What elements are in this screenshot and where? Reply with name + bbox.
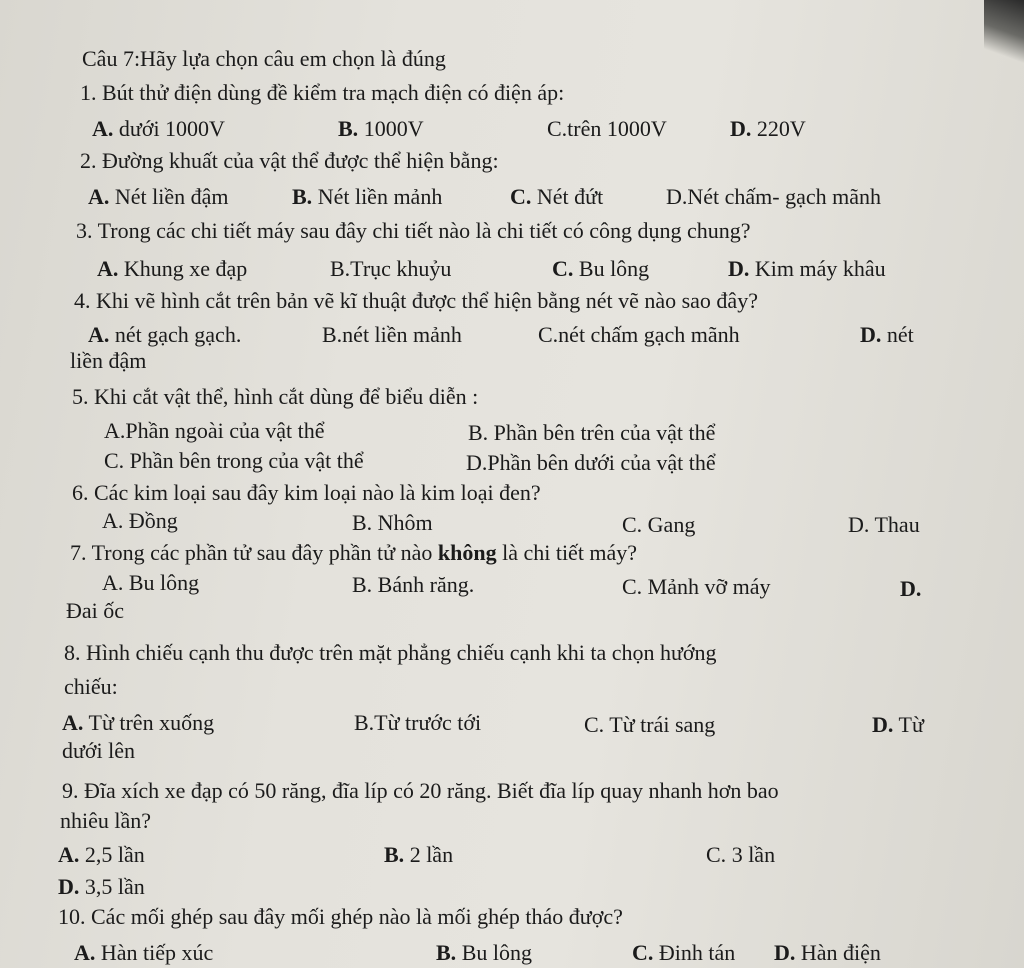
question-9-cont: nhiêu lần? [60, 808, 152, 833]
question-3: 3. Trong các chi tiết máy sau đây chi tiết nào là chi tiết có công dụng chung? [76, 218, 751, 243]
q8-option-c: C. Từ trái sang [584, 712, 716, 737]
q6-option-c: C. Gang [622, 512, 696, 537]
question-10: 10. Các mối ghép sau đây mối ghép nào là mối ghép tháo được? [58, 904, 623, 929]
q1-option-a: A. dưới 1000V [92, 116, 225, 141]
q6-option-b: B. Nhôm [352, 510, 433, 535]
q8-option-d-cont: dưới lên [62, 738, 136, 763]
q10-option-a: A. Hàn tiếp xúc [74, 940, 214, 965]
q7-option-d: D. [900, 576, 922, 601]
q9-option-b: B. 2 lần [384, 842, 454, 867]
question-6: 6. Các kim loại sau đây kim loại nào là kim loại đen? [72, 480, 541, 505]
q2-option-c: C. Nét đứt [510, 184, 604, 209]
question-8: 8. Hình chiếu cạnh thu được trên mặt phẳng chiếu cạnh khi ta chọn hướng [64, 640, 717, 665]
q4-option-a: A. nét gạch gạch. [88, 322, 242, 347]
q4-option-c: C.nét chấm gạch mãnh [538, 322, 740, 347]
q7-option-c: C. Mảnh vỡ máy [622, 574, 771, 599]
question-5: 5. Khi cắt vật thể, hình cắt dùng để biểu diễn : [72, 384, 479, 409]
q5-option-b: B. Phần bên trên của vật thể [468, 420, 716, 445]
q9-option-c: C. 3 lần [706, 842, 776, 867]
q5-option-d: D.Phần bên dưới của vật thể [466, 450, 716, 475]
q6-option-a: A. Đồng [102, 508, 178, 533]
q10-option-b: B. Bu lông [436, 940, 532, 965]
q4-option-d: D. nét [860, 322, 914, 347]
question-7: 7. Trong các phần tử sau đây phần tử nào không là chi tiết máy? [70, 540, 638, 565]
q10-option-c: C. Đinh tán [632, 940, 736, 965]
question-1: 1. Bút thử điện dùng đề kiểm tra mạch điện có điện áp: [80, 80, 565, 105]
q4-option-d-cont: liền đậm [70, 348, 147, 373]
question-9: 9. Đĩa xích xe đạp có 50 răng, đĩa líp có 20 răng. Biết đĩa líp quay nhanh hơn bao [62, 778, 779, 803]
section-header: Câu 7:Hãy lựa chọn câu em chọn là đúng [82, 46, 446, 71]
q2-option-a: A. Nét liền đậm [88, 184, 229, 209]
q7-option-a: A. Bu lông [102, 570, 200, 595]
question-8-cont: chiếu: [64, 674, 118, 699]
q5-option-c: C. Phần bên trong của vật thể [104, 448, 364, 473]
q7-option-b: B. Bánh răng. [352, 572, 475, 597]
q7-option-d-cont: Đai ốc [66, 598, 125, 623]
question-2: 2. Đường khuất của vật thể được thể hiện bằng: [80, 148, 499, 173]
q3-option-b: B.Trục khuỷu [330, 256, 452, 281]
q2-option-d: D.Nét chấm- gạch mãnh [666, 184, 882, 209]
q2-option-b: B. Nét liền mảnh [292, 184, 443, 209]
q9-option-d: D. 3,5 lần [58, 874, 145, 899]
question-4: 4. Khi vẽ hình cắt trên bản vẽ kĩ thuật được thể hiện bằng nét vẽ nào sao đây? [74, 288, 758, 313]
q8-option-b: B.Từ trước tới [354, 710, 482, 735]
q1-option-d: D. 220V [730, 116, 806, 141]
q8-option-d: D. Từ [872, 712, 924, 737]
q4-option-b: B.nét liền mảnh [322, 322, 462, 347]
page-corner-shadow [984, 0, 1024, 70]
q6-option-d: D. Thau [848, 512, 920, 537]
q3-option-a: A. Khung xe đạp [97, 256, 248, 281]
q8-option-a: A. Từ trên xuống [62, 710, 215, 735]
q9-option-a: A. 2,5 lần [58, 842, 145, 867]
q5-option-a: A.Phần ngoài của vật thể [104, 418, 325, 443]
q3-option-c: C. Bu lông [552, 256, 650, 281]
q3-option-d: D. Kim máy khâu [728, 256, 886, 281]
q1-option-b: B. 1000V [338, 116, 424, 141]
q10-option-d: D. Hàn điện [774, 940, 881, 965]
q1-option-c: C.trên 1000V [547, 116, 667, 141]
